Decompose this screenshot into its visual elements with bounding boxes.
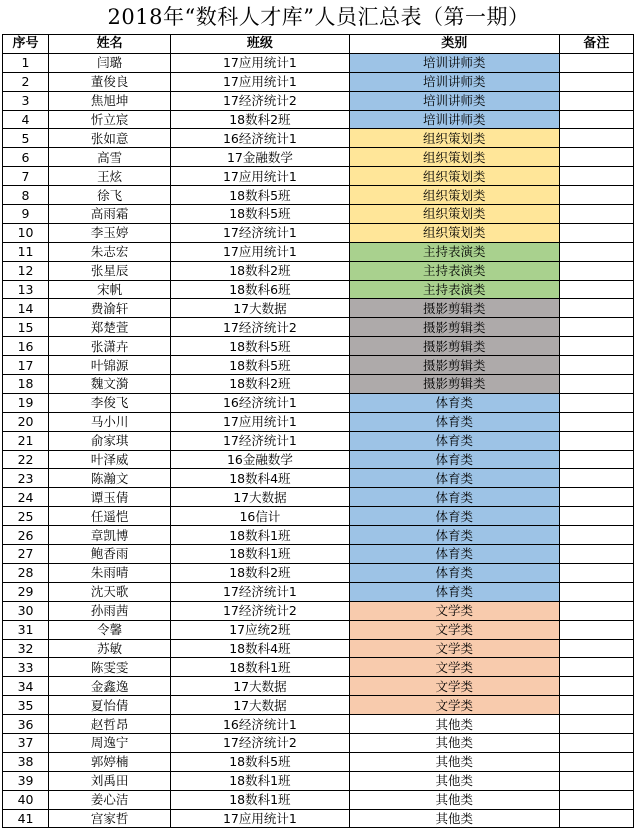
cell-category[interactable]: 摄影剪辑类 (349, 299, 559, 318)
cell-seq[interactable]: 38 (3, 752, 49, 771)
cell-class[interactable]: 18数科2班 (171, 261, 349, 280)
cell-category[interactable]: 文学类 (349, 620, 559, 639)
cell-name[interactable]: 令馨 (49, 620, 171, 639)
table-row (3, 620, 634, 639)
cell-note[interactable] (559, 639, 633, 658)
cell-note[interactable] (559, 299, 633, 318)
cell-note[interactable] (559, 337, 633, 356)
cell-class[interactable]: 17经济统计2 (171, 318, 349, 337)
cell-name[interactable]: 张星辰 (49, 261, 171, 280)
table-row (3, 431, 634, 450)
cell-class[interactable]: 18数科1班 (171, 658, 349, 677)
table-row (3, 393, 634, 412)
cell-name[interactable]: 周逸宁 (49, 733, 171, 752)
cell-category[interactable]: 培训讲师类 (349, 91, 559, 110)
cell-name[interactable]: 夏怡倩 (49, 696, 171, 715)
cell-name[interactable]: 郑楚萱 (49, 318, 171, 337)
cell-note[interactable] (559, 658, 633, 677)
cell-class[interactable]: 17经济统计2 (171, 601, 349, 620)
cell-category[interactable]: 其他类 (349, 715, 559, 734)
cell-class[interactable]: 17金融数学 (171, 148, 349, 167)
cell-category[interactable]: 摄影剪辑类 (349, 318, 559, 337)
cell-class[interactable]: 18数科5班 (171, 205, 349, 224)
cell-category[interactable]: 体育类 (349, 563, 559, 582)
cell-name[interactable]: 高雨霜 (49, 205, 171, 224)
cell-category[interactable]: 主持表演类 (349, 261, 559, 280)
cell-note[interactable] (559, 261, 633, 280)
cell-class[interactable]: 18数科2班 (171, 563, 349, 582)
cell-category[interactable]: 其他类 (349, 809, 559, 828)
cell-seq[interactable]: 1 (3, 53, 49, 72)
cell-seq[interactable]: 9 (3, 205, 49, 224)
table-row (3, 677, 634, 696)
cell-class[interactable]: 18数科1班 (171, 545, 349, 564)
cell-category[interactable]: 其他类 (349, 752, 559, 771)
table-row (3, 752, 634, 771)
header-class[interactable]: 班级 (171, 35, 349, 54)
cell-seq[interactable]: 34 (3, 677, 49, 696)
table-row (3, 790, 634, 809)
cell-note[interactable] (559, 242, 633, 261)
cell-category[interactable]: 组织策划类 (349, 186, 559, 205)
cell-note[interactable] (559, 677, 633, 696)
cell-name[interactable]: 苏敏 (49, 639, 171, 658)
cell-note[interactable] (559, 318, 633, 337)
cell-category[interactable]: 组织策划类 (349, 223, 559, 242)
cell-note[interactable] (559, 110, 633, 129)
cell-category[interactable]: 主持表演类 (349, 280, 559, 299)
cell-seq[interactable]: 3 (3, 91, 49, 110)
cell-seq[interactable]: 8 (3, 186, 49, 205)
table-row (3, 412, 634, 431)
cell-seq[interactable]: 26 (3, 526, 49, 545)
cell-name[interactable]: 张如意 (49, 129, 171, 148)
cell-class[interactable]: 17应用统计1 (171, 809, 349, 828)
cell-name[interactable]: 金鑫逸 (49, 677, 171, 696)
cell-seq[interactable]: 16 (3, 337, 49, 356)
cell-note[interactable] (559, 129, 633, 148)
cell-seq[interactable]: 23 (3, 469, 49, 488)
cell-class[interactable]: 18数科5班 (171, 337, 349, 356)
header-category[interactable]: 类别 (349, 35, 559, 54)
cell-note[interactable] (559, 431, 633, 450)
cell-name[interactable]: 宋帆 (49, 280, 171, 299)
cell-class[interactable]: 17经济统计1 (171, 582, 349, 601)
cell-name[interactable]: 闫璐 (49, 53, 171, 72)
cell-seq[interactable]: 30 (3, 601, 49, 620)
cell-name[interactable]: 朱志宏 (49, 242, 171, 261)
cell-category[interactable]: 体育类 (349, 507, 559, 526)
cell-class[interactable]: 17经济统计1 (171, 223, 349, 242)
table-row (3, 205, 634, 224)
cell-note[interactable] (559, 356, 633, 375)
cell-note[interactable] (559, 545, 633, 564)
cell-seq[interactable]: 2 (3, 72, 49, 91)
cell-seq[interactable]: 15 (3, 318, 49, 337)
table-row (3, 771, 634, 790)
header-note[interactable]: 备注 (559, 35, 633, 54)
cell-note[interactable] (559, 450, 633, 469)
cell-seq[interactable]: 36 (3, 715, 49, 734)
header-row (3, 35, 634, 54)
cell-class[interactable]: 16经济统计1 (171, 129, 349, 148)
cell-class[interactable]: 18数科2班 (171, 110, 349, 129)
cell-seq[interactable]: 27 (3, 545, 49, 564)
cell-category[interactable]: 体育类 (349, 526, 559, 545)
cell-seq[interactable]: 25 (3, 507, 49, 526)
cell-name[interactable]: 焦旭坤 (49, 91, 171, 110)
cell-name[interactable]: 谭玉倩 (49, 488, 171, 507)
cell-note[interactable] (559, 393, 633, 412)
cell-name[interactable]: 宫家哲 (49, 809, 171, 828)
cell-note[interactable] (559, 507, 633, 526)
cell-category[interactable]: 培训讲师类 (349, 72, 559, 91)
cell-category[interactable]: 文学类 (349, 601, 559, 620)
cell-category[interactable]: 体育类 (349, 393, 559, 412)
cell-note[interactable] (559, 752, 633, 771)
cell-seq[interactable]: 39 (3, 771, 49, 790)
cell-class[interactable]: 18数科6班 (171, 280, 349, 299)
cell-name[interactable]: 高雪 (49, 148, 171, 167)
table-row (3, 375, 634, 394)
table-row (3, 280, 634, 299)
header-seq[interactable]: 序号 (3, 35, 49, 54)
cell-note[interactable] (559, 696, 633, 715)
cell-seq[interactable]: 18 (3, 375, 49, 394)
cell-class[interactable]: 16经济统计1 (171, 715, 349, 734)
table-row (3, 715, 634, 734)
cell-class[interactable]: 17应用统计1 (171, 53, 349, 72)
table-row (3, 261, 634, 280)
cell-category[interactable]: 培训讲师类 (349, 110, 559, 129)
table-row (3, 129, 634, 148)
cell-seq[interactable]: 13 (3, 280, 49, 299)
table-row (3, 223, 634, 242)
cell-seq[interactable]: 12 (3, 261, 49, 280)
cell-seq[interactable]: 37 (3, 733, 49, 752)
cell-note[interactable] (559, 771, 633, 790)
cell-name[interactable]: 张潇卉 (49, 337, 171, 356)
cell-category[interactable]: 体育类 (349, 431, 559, 450)
cell-class[interactable]: 17应用统计1 (171, 242, 349, 261)
cell-seq[interactable]: 28 (3, 563, 49, 582)
cell-class[interactable]: 17大数据 (171, 488, 349, 507)
table-row (3, 72, 634, 91)
cell-class[interactable]: 17经济统计2 (171, 91, 349, 110)
cell-note[interactable] (559, 620, 633, 639)
cell-class[interactable]: 17经济统计2 (171, 733, 349, 752)
cell-name[interactable]: 李俊飞 (49, 393, 171, 412)
cell-seq[interactable]: 6 (3, 148, 49, 167)
cell-name[interactable]: 朱雨晴 (49, 563, 171, 582)
table-row (3, 526, 634, 545)
table-row (3, 658, 634, 677)
cell-class[interactable]: 17应统2班 (171, 620, 349, 639)
cell-note[interactable] (559, 582, 633, 601)
cell-class[interactable]: 18数科5班 (171, 186, 349, 205)
cell-class[interactable]: 18数科5班 (171, 752, 349, 771)
cell-name[interactable]: 孙雨茜 (49, 601, 171, 620)
cell-category[interactable]: 组织策划类 (349, 167, 559, 186)
cell-note[interactable] (559, 280, 633, 299)
table-row (3, 299, 634, 318)
cell-name[interactable]: 王炫 (49, 167, 171, 186)
cell-note[interactable] (559, 563, 633, 582)
cell-category[interactable]: 体育类 (349, 488, 559, 507)
cell-name[interactable]: 鲍香雨 (49, 545, 171, 564)
cell-category[interactable]: 其他类 (349, 733, 559, 752)
cell-class[interactable]: 17应用统计1 (171, 412, 349, 431)
cell-note[interactable] (559, 526, 633, 545)
cell-note[interactable] (559, 72, 633, 91)
cell-seq[interactable]: 41 (3, 809, 49, 828)
cell-category[interactable]: 其他类 (349, 790, 559, 809)
cell-seq[interactable]: 29 (3, 582, 49, 601)
cell-category[interactable]: 文学类 (349, 658, 559, 677)
cell-seq[interactable]: 33 (3, 658, 49, 677)
cell-category[interactable]: 主持表演类 (349, 242, 559, 261)
table-row (3, 601, 634, 620)
cell-seq[interactable]: 10 (3, 223, 49, 242)
cell-seq[interactable]: 20 (3, 412, 49, 431)
cell-seq[interactable]: 31 (3, 620, 49, 639)
table-row (3, 242, 634, 261)
cell-seq[interactable]: 40 (3, 790, 49, 809)
cell-category[interactable]: 体育类 (349, 412, 559, 431)
cell-note[interactable] (559, 375, 633, 394)
cell-seq[interactable]: 19 (3, 393, 49, 412)
cell-category[interactable]: 体育类 (349, 450, 559, 469)
table-row (3, 337, 634, 356)
cell-category[interactable]: 组织策划类 (349, 205, 559, 224)
cell-seq[interactable]: 22 (3, 450, 49, 469)
table-row (3, 488, 634, 507)
table-body (3, 53, 634, 828)
table-row (3, 53, 634, 72)
sheet-title: 2018年“数科人才库”人员汇总表（第一期） (107, 5, 530, 29)
cell-name[interactable]: 任遥恺 (49, 507, 171, 526)
cell-seq[interactable]: 32 (3, 639, 49, 658)
cell-class[interactable]: 17应用统计1 (171, 167, 349, 186)
cell-category[interactable]: 文学类 (349, 696, 559, 715)
table-row (3, 545, 634, 564)
cell-category[interactable]: 摄影剪辑类 (349, 375, 559, 394)
table-row (3, 733, 634, 752)
cell-name[interactable]: 忻立宸 (49, 110, 171, 129)
cell-class[interactable]: 18数科4班 (171, 639, 349, 658)
cell-name[interactable]: 董俊良 (49, 72, 171, 91)
cell-category[interactable]: 组织策划类 (349, 148, 559, 167)
cell-class[interactable]: 17大数据 (171, 299, 349, 318)
cell-name[interactable]: 徐飞 (49, 186, 171, 205)
cell-name[interactable]: 俞家琪 (49, 431, 171, 450)
cell-category[interactable]: 体育类 (349, 582, 559, 601)
cell-note[interactable] (559, 186, 633, 205)
cell-seq[interactable]: 11 (3, 242, 49, 261)
cell-note[interactable] (559, 469, 633, 488)
table-row (3, 696, 634, 715)
cell-note[interactable] (559, 167, 633, 186)
cell-category[interactable]: 其他类 (349, 771, 559, 790)
table-row (3, 356, 634, 375)
cell-class[interactable]: 16金融数学 (171, 450, 349, 469)
cell-class[interactable]: 16经济统计1 (171, 393, 349, 412)
cell-seq[interactable]: 4 (3, 110, 49, 129)
table-row (3, 167, 634, 186)
cell-note[interactable] (559, 205, 633, 224)
table-row (3, 186, 634, 205)
table-row (3, 110, 634, 129)
cell-note[interactable] (559, 790, 633, 809)
cell-note[interactable] (559, 809, 633, 828)
cell-class[interactable]: 17经济统计1 (171, 431, 349, 450)
cell-class[interactable]: 18数科4班 (171, 469, 349, 488)
cell-note[interactable] (559, 412, 633, 431)
cell-name[interactable]: 叶锦源 (49, 356, 171, 375)
table-row (3, 91, 634, 110)
cell-class[interactable]: 18数科1班 (171, 790, 349, 809)
cell-name[interactable]: 陈瀚文 (49, 469, 171, 488)
table-row (3, 563, 634, 582)
cell-name[interactable]: 马小川 (49, 412, 171, 431)
cell-category[interactable]: 组织策划类 (349, 129, 559, 148)
cell-seq[interactable]: 24 (3, 488, 49, 507)
header-name[interactable]: 姓名 (49, 35, 171, 54)
cell-seq[interactable]: 14 (3, 299, 49, 318)
cell-name[interactable]: 姜心洁 (49, 790, 171, 809)
cell-note[interactable] (559, 715, 633, 734)
cell-class[interactable]: 16信计 (171, 507, 349, 526)
cell-category[interactable]: 文学类 (349, 677, 559, 696)
cell-note[interactable] (559, 733, 633, 752)
table-row (3, 639, 634, 658)
table-row (3, 450, 634, 469)
cell-name[interactable]: 刘禹田 (49, 771, 171, 790)
cell-name[interactable]: 费渝轩 (49, 299, 171, 318)
cell-class[interactable]: 18数科1班 (171, 771, 349, 790)
cell-class[interactable]: 17大数据 (171, 696, 349, 715)
personnel-table (2, 34, 634, 828)
table-row (3, 507, 634, 526)
cell-seq[interactable]: 21 (3, 431, 49, 450)
cell-class[interactable]: 18数科1班 (171, 526, 349, 545)
cell-note[interactable] (559, 223, 633, 242)
table-row (3, 469, 634, 488)
cell-category[interactable]: 体育类 (349, 545, 559, 564)
cell-category[interactable]: 文学类 (349, 639, 559, 658)
cell-name[interactable]: 沈天歌 (49, 582, 171, 601)
cell-category[interactable]: 摄影剪辑类 (349, 356, 559, 375)
table-row (3, 318, 634, 337)
cell-note[interactable] (559, 601, 633, 620)
cell-name[interactable]: 魏文漪 (49, 375, 171, 394)
table-row (3, 582, 634, 601)
cell-category[interactable]: 体育类 (349, 469, 559, 488)
cell-name[interactable]: 李玉婷 (49, 223, 171, 242)
cell-class[interactable]: 17大数据 (171, 677, 349, 696)
cell-note[interactable] (559, 53, 633, 72)
cell-note[interactable] (559, 488, 633, 507)
cell-seq[interactable]: 35 (3, 696, 49, 715)
cell-name[interactable]: 叶泽威 (49, 450, 171, 469)
cell-class[interactable]: 18数科5班 (171, 356, 349, 375)
cell-seq[interactable]: 17 (3, 356, 49, 375)
cell-category[interactable]: 培训讲师类 (349, 53, 559, 72)
cell-note[interactable] (559, 148, 633, 167)
cell-name[interactable]: 郭婷楠 (49, 752, 171, 771)
cell-class[interactable]: 18数科2班 (171, 375, 349, 394)
cell-name[interactable]: 章凯博 (49, 526, 171, 545)
table-row (3, 148, 634, 167)
cell-name[interactable]: 赵哲昂 (49, 715, 171, 734)
cell-seq[interactable]: 5 (3, 129, 49, 148)
cell-class[interactable]: 17应用统计1 (171, 72, 349, 91)
cell-seq[interactable]: 7 (3, 167, 49, 186)
cell-note[interactable] (559, 91, 633, 110)
table-row (3, 809, 634, 828)
cell-category[interactable]: 摄影剪辑类 (349, 337, 559, 356)
cell-name[interactable]: 陈雯雯 (49, 658, 171, 677)
